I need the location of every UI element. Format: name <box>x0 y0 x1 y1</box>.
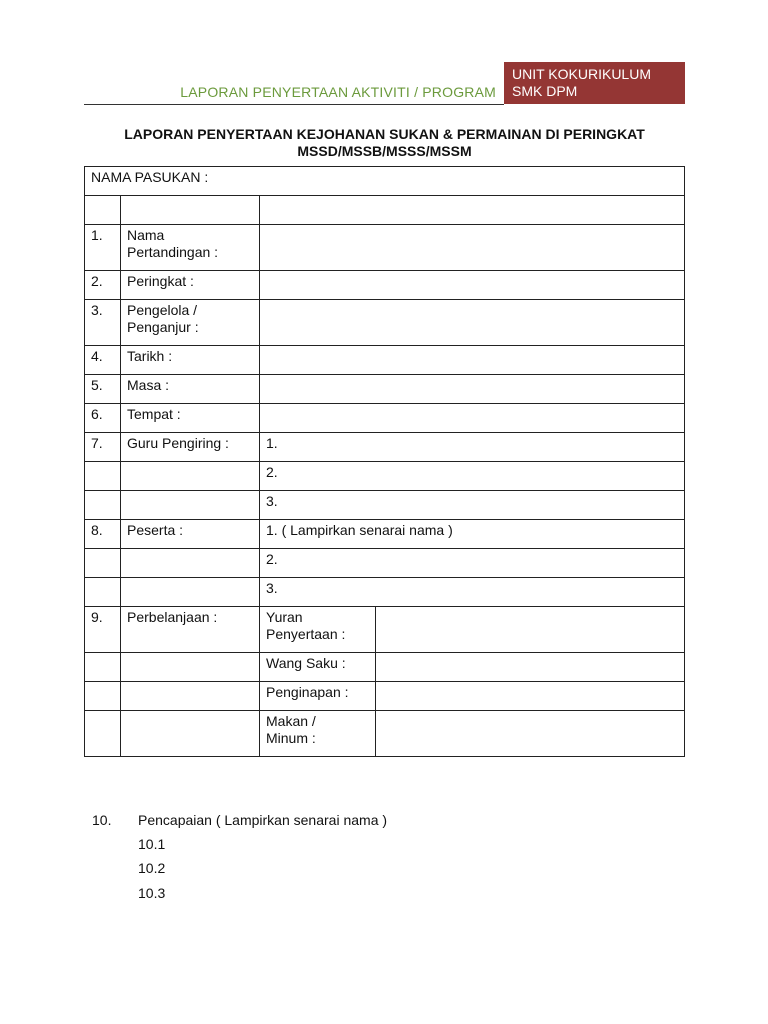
achievement-item: 10.3 <box>138 885 166 901</box>
blank-row <box>85 196 685 225</box>
form-row-level <box>85 271 685 300</box>
row-label: Peserta : <box>121 520 260 549</box>
form-row-organizer <box>85 300 685 346</box>
blank-cell <box>121 462 260 491</box>
venue-field[interactable] <box>260 404 685 433</box>
row-label <box>121 300 260 346</box>
expense-label: Wang Saku : <box>260 653 376 682</box>
expense-label-line: Penyertaan : <box>266 626 346 642</box>
row-number: 8. <box>85 520 121 549</box>
teacher-entry[interactable]: 1. <box>260 433 685 462</box>
form-row-teachers-cont <box>85 462 685 491</box>
row-number: 2. <box>85 271 121 300</box>
blank-cell <box>121 578 260 607</box>
blank-cell <box>121 711 260 757</box>
expense-label: Penginapan : <box>260 682 376 711</box>
row-number: 4. <box>85 346 121 375</box>
expense-label-line: Minum : <box>266 730 316 746</box>
header-title: LAPORAN PENYERTAAN AKTIVITI / PROGRAM <box>180 84 496 100</box>
row-label: Masa : <box>121 375 260 404</box>
row-label-line: Penganjur : <box>127 319 199 335</box>
level-field[interactable] <box>260 271 685 300</box>
expense-label <box>260 711 376 757</box>
blank-cell <box>121 196 260 225</box>
blank-cell <box>121 682 260 711</box>
accommodation-field[interactable] <box>376 682 685 711</box>
organizer-field[interactable] <box>260 300 685 346</box>
form-row-expenses-cont <box>85 682 685 711</box>
participant-entry[interactable]: 2. <box>260 549 685 578</box>
form-row-participants <box>85 520 685 549</box>
document-title-line2: MSSD/MSSB/MSSS/MSSM <box>297 143 472 159</box>
form-row-time <box>85 375 685 404</box>
expense-label <box>260 607 376 653</box>
form-row-expenses-cont <box>85 711 685 757</box>
report-form-table <box>84 166 685 757</box>
row-label-line: Pengelola / <box>127 302 198 318</box>
form-row-expenses-cont <box>85 653 685 682</box>
form-row-competition <box>85 225 685 271</box>
blank-cell <box>85 682 121 711</box>
teacher-entry[interactable]: 3. <box>260 491 685 520</box>
row-label: Peringkat : <box>121 271 260 300</box>
blank-cell <box>85 196 121 225</box>
form-row-participants-cont <box>85 549 685 578</box>
form-row-teachers-cont <box>85 491 685 520</box>
team-name-row <box>85 167 685 196</box>
blank-cell <box>121 653 260 682</box>
achievement-label: Pencapaian ( Lampirkan senarai nama ) <box>138 812 388 828</box>
row-label <box>121 225 260 271</box>
achievement-item: 10.1 <box>138 836 166 852</box>
header-unit-line1: UNIT KOKURIKULUM <box>512 66 651 82</box>
row-label: Guru Pengiring : <box>121 433 260 462</box>
blank-cell <box>85 711 121 757</box>
blank-cell <box>85 491 121 520</box>
row-number: 5. <box>85 375 121 404</box>
row-number: 7. <box>85 433 121 462</box>
document-title-line1: LAPORAN PENYERTAAN KEJOHANAN SUKAN & PERMAINAN DI PERINGKAT <box>124 126 645 142</box>
row-label-line: Pertandingan : <box>127 244 219 260</box>
form-row-date <box>85 346 685 375</box>
row-number: 9. <box>85 607 121 653</box>
teacher-entry[interactable]: 2. <box>260 462 685 491</box>
achievement-number: 10. <box>92 812 112 828</box>
expense-label-line: Makan / <box>266 713 316 729</box>
row-number: 1. <box>85 225 121 271</box>
time-field[interactable] <box>260 375 685 404</box>
participant-entry[interactable]: 3. <box>260 578 685 607</box>
document-title <box>84 126 685 160</box>
blank-cell <box>121 491 260 520</box>
form-row-teachers <box>85 433 685 462</box>
pocket-money-field[interactable] <box>376 653 685 682</box>
achievement-item: 10.2 <box>138 860 166 876</box>
registration-fee-field[interactable] <box>376 607 685 653</box>
blank-cell[interactable] <box>260 196 685 225</box>
blank-cell <box>85 578 121 607</box>
blank-cell <box>121 549 260 578</box>
form-row-venue <box>85 404 685 433</box>
row-number: 3. <box>85 300 121 346</box>
food-drink-field[interactable] <box>376 711 685 757</box>
header-left <box>84 62 504 105</box>
competition-name-field[interactable] <box>260 225 685 271</box>
header-unit-line2: SMK DPM <box>512 83 578 99</box>
team-name-label: NAMA PASUKAN : <box>85 167 685 196</box>
row-label: Tarikh : <box>121 346 260 375</box>
row-label-line: Nama <box>127 227 165 243</box>
blank-cell <box>85 653 121 682</box>
row-label: Perbelanjaan : <box>121 607 260 653</box>
form-row-participants-cont <box>85 578 685 607</box>
header-unit-box <box>504 62 685 104</box>
expense-label-line: Yuran <box>266 609 303 625</box>
date-field[interactable] <box>260 346 685 375</box>
blank-cell <box>85 462 121 491</box>
form-row-expenses <box>85 607 685 653</box>
row-number: 6. <box>85 404 121 433</box>
blank-cell <box>85 549 121 578</box>
row-label: Tempat : <box>121 404 260 433</box>
participant-entry[interactable]: 1. ( Lampirkan senarai nama ) <box>260 520 685 549</box>
